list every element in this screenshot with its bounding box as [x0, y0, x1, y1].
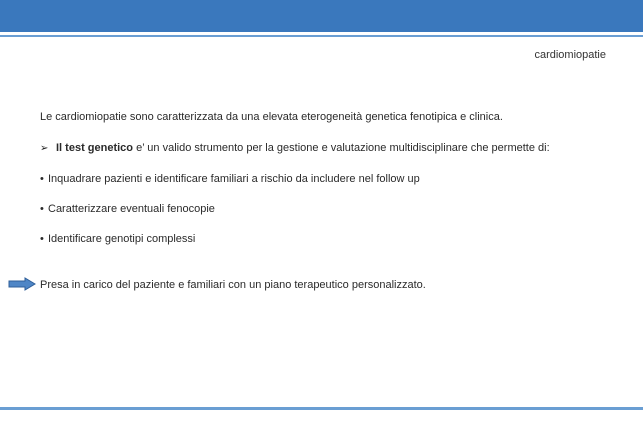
header-band: [0, 0, 643, 32]
bullet-item: [40, 203, 215, 215]
bullet-text: Inquadrare pazienti e identificare familiari a rischio da includere nel follow up: [48, 173, 420, 185]
sub-point-text: e’ un valido strumento per la gestione e valutazione multidisciplinare che permette di:: [136, 142, 550, 154]
footer-divider: [0, 407, 643, 410]
intro-text: Le cardiomiopatie sono caratterizzata da una elevata eterogeneità genetica fenotipica e clinica.: [40, 111, 503, 123]
bullet-dot-icon: •: [40, 173, 44, 185]
bullet-item: [40, 233, 195, 245]
arrowhead-bullet-icon: ➢: [40, 143, 49, 154]
bullet-text: Identificare genotipi complessi: [48, 233, 196, 245]
slide-title: cardiomiopatie: [534, 49, 606, 61]
bullet-text: Caratterizzare eventuali fenocopie: [48, 203, 215, 215]
conclusion-text: Presa in carico del paziente e familiari con un piano terapeutico personalizzato.: [40, 279, 426, 291]
bullet-item: [40, 173, 420, 185]
right-arrow-icon: [8, 277, 36, 291]
sub-point: [40, 142, 550, 154]
sub-point-bold: Il test genetico: [56, 142, 134, 154]
header-divider: [0, 35, 643, 37]
bullet-dot-icon: •: [40, 203, 44, 215]
bullet-dot-icon: •: [40, 233, 44, 245]
